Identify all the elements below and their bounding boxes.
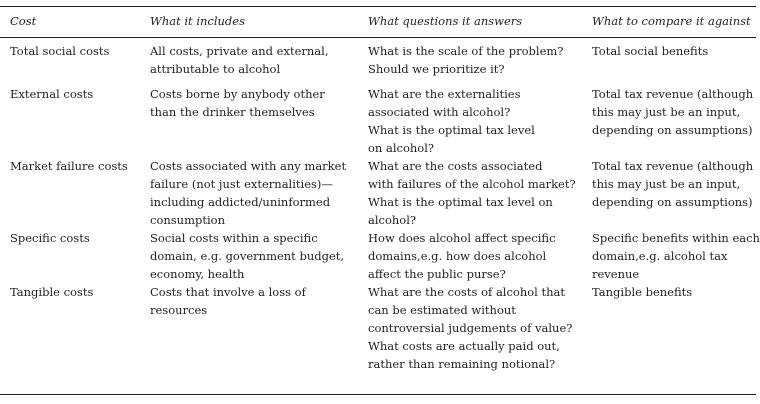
row-includes-cell: [150, 158, 346, 230]
row-cost-cell: [10, 86, 93, 104]
table-top-rule: [0, 6, 756, 7]
cell-line: attributable to alcohol: [150, 61, 281, 76]
cell-line: on alcohol?: [368, 140, 435, 155]
cell-line: Specific benefits within each: [592, 231, 760, 245]
row-compare-cell: [592, 284, 692, 302]
cell-line: Total social benefits: [592, 44, 709, 58]
cell-line: rather than remaining notional?: [368, 356, 556, 371]
cell-line: Costs borne by anybody other: [150, 87, 325, 101]
cell-line: affect the public purse?: [368, 266, 506, 281]
table-bottom-rule: [0, 394, 756, 395]
cell-line: Total tax revenue (although: [592, 159, 754, 173]
cell-line: depending on assumptions): [592, 122, 753, 137]
cell-line: Market failure costs: [10, 159, 128, 173]
cell-line: Specific costs: [10, 231, 90, 245]
row-cost-cell: [10, 158, 128, 176]
row-questions-cell: [368, 230, 556, 284]
cell-line: What are the costs of alcohol that: [368, 285, 566, 299]
row-questions-cell: [368, 86, 535, 158]
row-cost-cell: [10, 284, 93, 302]
cell-line: What are the externalities: [368, 87, 521, 101]
row-questions-cell: [368, 158, 576, 230]
cell-line: What is the optimal tax level on: [368, 194, 553, 209]
row-compare-cell: [592, 158, 753, 212]
cell-line: than the drinker themselves: [150, 104, 315, 119]
cell-line: with failures of the alcohol market?: [368, 176, 576, 191]
cell-line: failure (not just externalities)—: [150, 176, 333, 191]
cell-line: What are the costs associated: [368, 159, 543, 173]
cell-line: Tangible benefits: [592, 285, 693, 299]
cell-line: Costs that involve a loss of: [150, 285, 306, 299]
row-compare-cell: [592, 230, 760, 284]
cell-line: including addicted/uninformed: [150, 194, 331, 209]
cell-line: Total social costs: [10, 44, 110, 58]
cell-line: this may just be an input,: [592, 104, 741, 119]
cell-line: resources: [150, 302, 208, 317]
cell-line: consumption: [150, 212, 225, 227]
cell-line: this may just be an input,: [592, 176, 741, 191]
cell-line: External costs: [10, 87, 94, 101]
row-questions-cell: [368, 284, 572, 374]
row-includes-cell: [150, 284, 306, 320]
cell-line: Social costs within a specific: [150, 231, 318, 245]
row-questions-cell: [368, 43, 563, 79]
cell-line: Costs associated with any market: [150, 159, 347, 173]
header-cost: Cost: [10, 14, 37, 28]
cell-line: domain, e.g. government budget,: [150, 248, 345, 263]
cell-line: revenue: [592, 266, 640, 281]
cell-line: depending on assumptions): [592, 194, 753, 209]
cell-line: Total tax revenue (although: [592, 87, 754, 101]
cell-line: How does alcohol affect specific: [368, 231, 556, 245]
row-includes-cell: [150, 86, 325, 122]
cell-line: domain,e.g. alcohol tax: [592, 248, 728, 263]
cell-line: What is the scale of the problem?: [368, 44, 564, 58]
cell-line: domains,e.g. how does alcohol: [368, 248, 547, 263]
cell-line: What is the optimal tax level: [368, 122, 535, 137]
row-includes-cell: [150, 43, 328, 79]
header-what-questions-it-answers: What questions it answers: [368, 14, 523, 28]
header-what-to-compare-it-against: What to compare it against: [592, 14, 751, 28]
row-cost-cell: [10, 230, 90, 248]
row-compare-cell: [592, 43, 708, 61]
cell-line: economy, health: [150, 266, 245, 281]
row-cost-cell: [10, 43, 109, 61]
cell-line: associated with alcohol?: [368, 104, 511, 119]
row-compare-cell: [592, 86, 753, 140]
cell-line: What costs are actually paid out,: [368, 338, 560, 353]
header-what-it-includes: What it includes: [150, 14, 245, 28]
cell-line: can be estimated without: [368, 302, 516, 317]
cell-line: Tangible costs: [10, 285, 94, 299]
cell-line: controversial judgements of value?: [368, 320, 573, 335]
row-includes-cell: [150, 230, 344, 284]
cell-line: alcohol?: [368, 212, 417, 227]
cell-line: Should we prioritize it?: [368, 61, 505, 76]
header-rule: [0, 37, 756, 38]
cell-line: All costs, private and external,: [150, 44, 329, 58]
